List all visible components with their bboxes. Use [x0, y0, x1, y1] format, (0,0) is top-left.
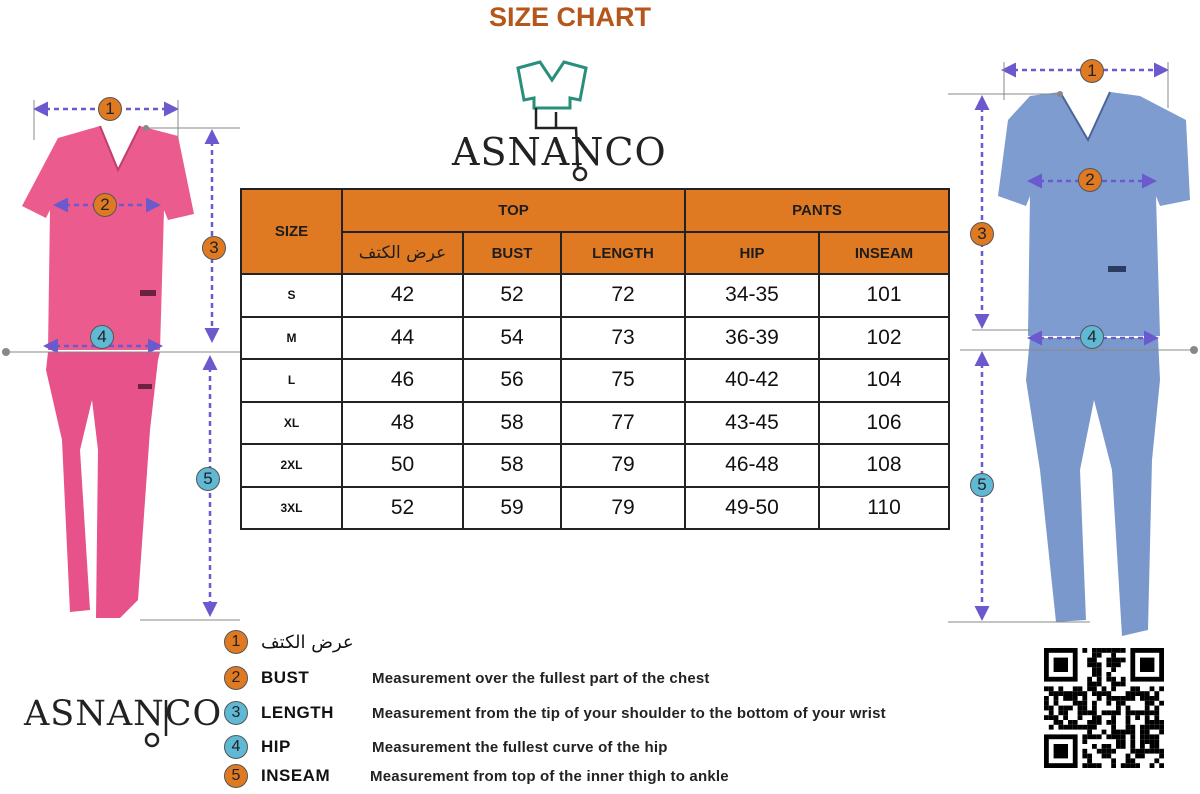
bust-cell: 58	[463, 402, 561, 445]
qr-code-icon	[1044, 648, 1164, 768]
table-row	[241, 444, 949, 487]
hip-cell: 40-42	[685, 359, 819, 402]
shoulder-cell: 44	[342, 317, 463, 360]
marker-inseam-right: 5	[970, 473, 994, 497]
legend-label: عرض الكتف	[261, 631, 354, 653]
length-cell: 73	[561, 317, 685, 360]
table-row	[241, 317, 949, 360]
legend-number-badge: 2	[224, 666, 248, 690]
table-row	[241, 487, 949, 530]
marker-shoulder-right: 1	[1080, 59, 1104, 83]
size-cell: XL	[241, 402, 342, 445]
length-cell: 75	[561, 359, 685, 402]
table-row	[241, 274, 949, 317]
shoulder-width-header: عرض الكتف	[342, 232, 463, 274]
hip-cell: 34-35	[685, 274, 819, 317]
bust-cell: 58	[463, 444, 561, 487]
legend-description: Measurement over the fullest part of the chest	[372, 669, 710, 687]
legend-description: Measurement from the tip of your shoulder to the bottom of your wrist	[372, 704, 886, 722]
marker-length-right: 3	[970, 222, 994, 246]
shoulder-cell: 48	[342, 402, 463, 445]
hip-cell: 36-39	[685, 317, 819, 360]
brand-logo-text-bottom: ASNANCO	[24, 694, 223, 734]
bust-cell: 54	[463, 317, 561, 360]
table-row	[241, 402, 949, 445]
marker-length-left: 3	[202, 236, 226, 260]
legend-item	[224, 700, 984, 726]
pants-header: PANTS	[685, 189, 949, 232]
size-cell: 3XL	[241, 487, 342, 530]
legend-label: HIP	[261, 737, 291, 756]
hip-cell: 46-48	[685, 444, 819, 487]
bust-cell: 52	[463, 274, 561, 317]
inseam-cell: 104	[819, 359, 949, 402]
legend-item	[224, 665, 984, 691]
hip-cell: 43-45	[685, 402, 819, 445]
shoulder-cell: 52	[342, 487, 463, 530]
marker-hip-left: 4	[90, 325, 114, 349]
size-cell: M	[241, 317, 342, 360]
inseam-header: INSEAM	[819, 232, 949, 274]
shoulder-cell: 46	[342, 359, 463, 402]
legend-item	[224, 629, 984, 655]
legend-number-badge: 1	[224, 630, 248, 654]
bust-header: BUST	[463, 232, 561, 274]
bust-cell: 59	[463, 487, 561, 530]
legend-item	[224, 734, 984, 760]
hip-cell: 49-50	[685, 487, 819, 530]
legend-number-badge: 4	[224, 735, 248, 759]
marker-hip-right: 4	[1080, 325, 1104, 349]
legend-label: LENGTH	[261, 703, 334, 722]
page-title: SIZE CHART	[489, 2, 651, 32]
length-cell: 79	[561, 444, 685, 487]
marker-shoulder-left: 1	[98, 97, 122, 121]
size-cell: L	[241, 359, 342, 402]
legend-number-badge: 5	[224, 764, 248, 788]
inseam-cell: 108	[819, 444, 949, 487]
table-row	[241, 359, 949, 402]
legend-description: Measurement the fullest curve of the hip	[372, 738, 668, 756]
shoulder-cell: 50	[342, 444, 463, 487]
marker-bust-left: 2	[93, 193, 117, 217]
brand-logo-text-top: ASNANCO	[452, 130, 667, 174]
inseam-cell: 106	[819, 402, 949, 445]
length-cell: 79	[561, 487, 685, 530]
size-cell: 2XL	[241, 444, 342, 487]
size-chart-table	[240, 188, 950, 530]
bust-cell: 56	[463, 359, 561, 402]
top-header: TOP	[342, 189, 685, 232]
inseam-cell: 102	[819, 317, 949, 360]
shoulder-cell: 42	[342, 274, 463, 317]
size-header: SIZE	[241, 189, 342, 274]
length-cell: 77	[561, 402, 685, 445]
size-cell: S	[241, 274, 342, 317]
legend-item	[224, 763, 984, 789]
marker-bust-right: 2	[1078, 168, 1102, 192]
legend-number-badge: 3	[224, 701, 248, 725]
marker-inseam-left: 5	[196, 467, 220, 491]
inseam-cell: 101	[819, 274, 949, 317]
length-header: LENGTH	[561, 232, 685, 274]
legend-label: INSEAM	[261, 766, 331, 785]
legend-label: BUST	[261, 668, 310, 687]
length-cell: 72	[561, 274, 685, 317]
inseam-cell: 110	[819, 487, 949, 530]
hip-header: HIP	[685, 232, 819, 274]
legend-description: Measurement from top of the inner thigh to ankle	[370, 767, 729, 785]
